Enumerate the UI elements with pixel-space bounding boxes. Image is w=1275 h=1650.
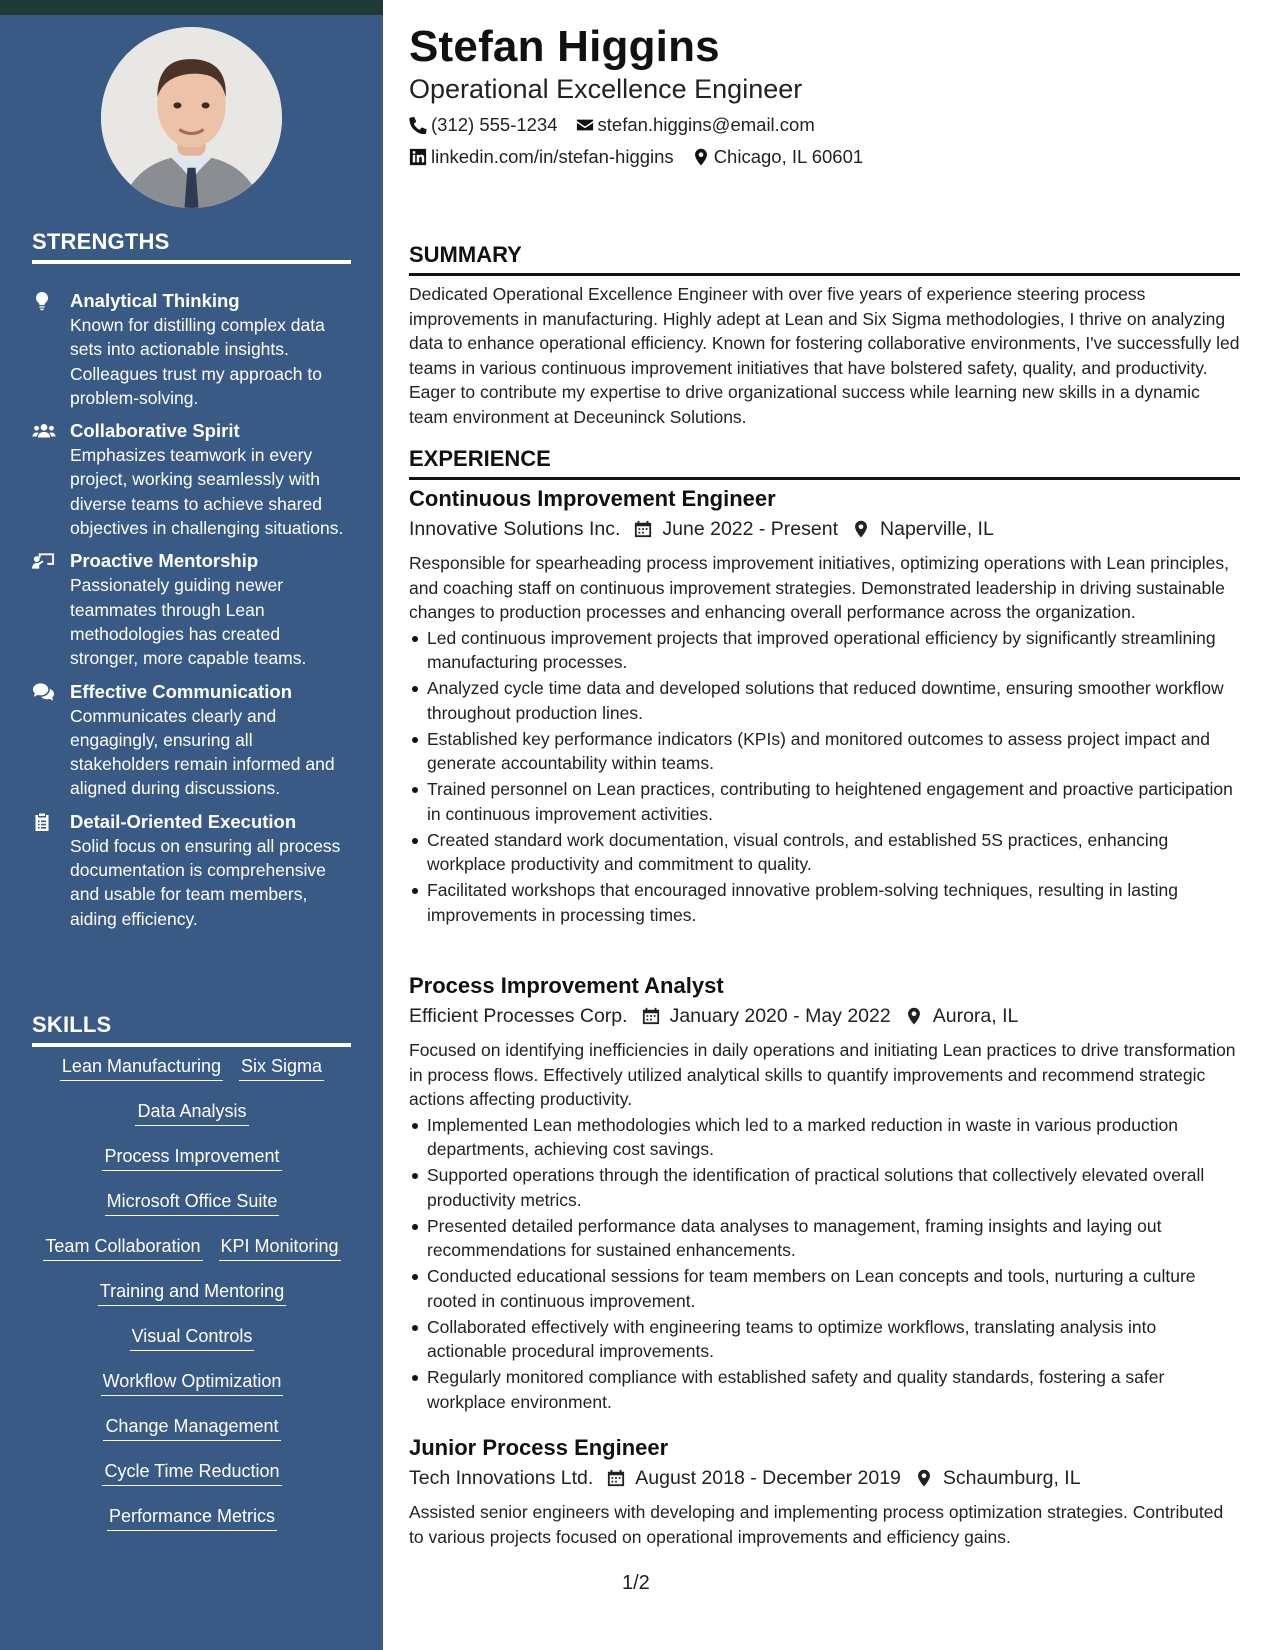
job-meta (409, 1002, 1240, 1030)
job-bullet: Facilitated workshops that encouraged innovative problem-solving techniques, resulting in lasting improvements in processing times. (409, 878, 1240, 927)
job-bullets (409, 1113, 1240, 1415)
job-title: Continuous Improvement Engineer (409, 486, 776, 511)
job-entry (409, 972, 1240, 1416)
summary-heading: SUMMARY (409, 243, 1240, 276)
job-bullet: Supported operations through the identification of practical solutions that collectively elevated overall productivity metrics. (409, 1163, 1240, 1212)
contact-row-1 (409, 114, 815, 136)
job-bullet: Established key performance indicators (KPIs) and monitored outcomes to assess project impact and generate accountability within teams. (409, 727, 1240, 776)
job-title: Process Improvement Analyst (409, 973, 724, 998)
comments-icon (32, 680, 70, 801)
job-bullet: Implemented Lean methodologies which led to a marked reduction in waste in various production departments, achieving cost savings. (409, 1113, 1240, 1162)
skill-tag: Cycle Time Reduction (102, 1459, 281, 1486)
strength-item (32, 419, 352, 540)
job-dates: June 2022 - Present (662, 518, 839, 540)
job-bullet: Presented detailed performance data analyses to management, framing insights and laying out recommendations for sustained enhancements. (409, 1214, 1240, 1263)
skill-tag: Workflow Optimization (101, 1369, 284, 1396)
strength-title: Effective Communication (70, 680, 293, 702)
job-bullet: Led continuous improvement projects that improved operational efficiency by significantly streamlining manufacturing processes. (409, 626, 1240, 675)
lightbulb-icon (32, 289, 70, 410)
sidebar-top-bar (0, 0, 383, 15)
job-dates: January 2020 - May 2022 (669, 1005, 891, 1027)
job-location: Naperville, IL (880, 518, 994, 540)
map-marker-icon (905, 1007, 923, 1025)
strength-item (32, 810, 352, 931)
strength-item (32, 289, 352, 410)
strengths-heading: STRENGTHS (32, 230, 351, 264)
skill-tag: Change Management (103, 1414, 280, 1441)
job-bullets (409, 626, 1240, 928)
company-name: Innovative Solutions Inc. (409, 518, 621, 540)
job-bullet: Regularly monitored compliance with established safety and quality standards, fostering a safer workplace environment. (409, 1365, 1240, 1414)
job-meta (409, 1464, 1240, 1492)
users-icon (32, 419, 70, 540)
company-name: Tech Innovations Ltd. (409, 1467, 594, 1489)
chalkboard-teacher-icon (32, 549, 70, 670)
strength-item (32, 549, 352, 670)
strength-description: Known for distilling complex data sets into actionable insights. Colleagues trust my approach to problem-solving. (70, 315, 325, 408)
job-bullet: Created standard work documentation, visual controls, and established 5S practices, enhancing workplace productivity and commitment to quality. (409, 828, 1240, 877)
location-text: Chicago, IL 60601 (713, 146, 864, 167)
strength-description: Solid focus on ensuring all process documentation is comprehensive and usable for team members, aiding efficiency. (70, 835, 341, 929)
phone-number[interactable]: (312) 555-1234 (431, 114, 558, 135)
strength-item (32, 680, 352, 801)
calendar-icon (607, 1469, 625, 1487)
strength-description: Passionately guiding newer teammates through Lean methodologies has created stronger, more capable teams. (70, 575, 307, 669)
map-marker-icon (915, 1469, 933, 1487)
job-meta (409, 515, 1240, 543)
strength-description: Emphasizes teamwork in every project, working seamlessly with diverse teams to achieve shared objectives in challenging situations. (70, 445, 344, 539)
calendar-icon (634, 520, 652, 538)
skill-tag: Microsoft Office Suite (105, 1189, 280, 1216)
skill-tag: Training and Mentoring (98, 1279, 286, 1306)
skill-tag: Team Collaboration (43, 1234, 202, 1261)
avatar-illustration (101, 27, 282, 208)
skill-tag: KPI Monitoring (219, 1234, 341, 1261)
clipboard-list-icon (32, 810, 70, 931)
map-marker-icon (852, 520, 870, 538)
skill-tag: Lean Manufacturing (60, 1054, 223, 1081)
job-bullet: Collaborated effectively with engineering teams to optimize workflows, translating analysis into actionable procedural improvements. (409, 1315, 1240, 1364)
job-location: Aurora, IL (932, 1005, 1019, 1027)
skill-tag: Data Analysis (135, 1099, 248, 1126)
skill-tag: Visual Controls (130, 1324, 255, 1351)
strength-description: Communicates clearly and engagingly, ensuring all stakeholders remain informed and aligned during discussions. (70, 705, 335, 799)
page-number: 1/2 (622, 1572, 650, 1594)
skill-tag: Process Improvement (102, 1144, 281, 1171)
skill-tag: Performance Metrics (107, 1504, 277, 1531)
profile-photo (101, 27, 282, 208)
phone-icon (409, 116, 427, 134)
job-title: Junior Process Engineer (409, 1435, 669, 1460)
experience-heading: EXPERIENCE (409, 447, 1240, 480)
strength-title: Detail-Oriented Execution (70, 810, 297, 832)
job-entry (409, 1434, 1240, 1549)
email-link[interactable]: stefan.higgins@email.com (597, 114, 815, 135)
strength-title: Proactive Mentorship (70, 550, 259, 572)
strength-title: Collaborative Spirit (70, 420, 240, 442)
map-marker-icon (692, 148, 710, 166)
skills-list (32, 1054, 352, 1549)
linkedin-icon (409, 148, 427, 166)
strength-title: Analytical Thinking (70, 290, 240, 311)
skill-tag: Six Sigma (239, 1054, 324, 1081)
job-dates: August 2018 - December 2019 (635, 1467, 901, 1489)
envelope-icon (576, 116, 594, 134)
job-bullet: Conducted educational sessions for team members on Lean concepts and tools, nurturing a culture rooted in continuous improvement. (409, 1264, 1240, 1313)
summary-text: Dedicated Operational Excellence Engineer with over five years of experience steering process improvements in manufacturing. Highly adept at Lean and Six Sigma methodologies, I thrive on analyzing data to enhance operational efficiency. Known for fostering collaborative environments, I've successfully led teams in various continuous improvement initiatives that have bolstered safety, quality, and productivity. Eager to contribute my expertise to drive organizational success while learning new skills in a dynamic team environment at Deceuninck Solutions. (409, 284, 1240, 427)
candidate-title: Operational Excellence Engineer (409, 74, 803, 104)
strengths-list (32, 289, 352, 940)
job-description: Focused on identifying inefficiencies in daily operations and initiating Lean practices to drive transformation in process flows. Effectively utilized analytical skills to quantify improvements and recommend strategic actions affecting productivity. (409, 1040, 1236, 1109)
candidate-name: Stefan Higgins (409, 22, 720, 71)
company-name: Efficient Processes Corp. (409, 1005, 628, 1027)
calendar-icon (642, 1007, 660, 1025)
linkedin-link[interactable]: linkedin.com/in/stefan-higgins (431, 146, 674, 167)
contact-row-2 (409, 146, 863, 168)
sidebar (0, 0, 383, 1650)
job-description: Responsible for spearheading process improvement initiatives, optimizing operations with Lean principles, and coaching staff on continuous improvement strategies. Demonstrated leadership in driving sustainable changes to production processes and enhancing overall performance across the organization. (409, 553, 1230, 622)
job-entry (409, 485, 1240, 929)
job-description: Assisted senior engineers with developing and implementing process optimization strategies. Contributed to various projects focused on operational improvements and efficiency gains. (409, 1502, 1224, 1547)
job-bullet: Trained personnel on Lean practices, contributing to heightened engagement and proactive participation in continuous improvement activities. (409, 777, 1240, 826)
job-location: Schaumburg, IL (942, 1467, 1081, 1489)
skills-heading: SKILLS (32, 1013, 351, 1047)
job-bullet: Analyzed cycle time data and developed solutions that reduced downtime, ensuring smoother workflow throughout production lines. (409, 676, 1240, 725)
